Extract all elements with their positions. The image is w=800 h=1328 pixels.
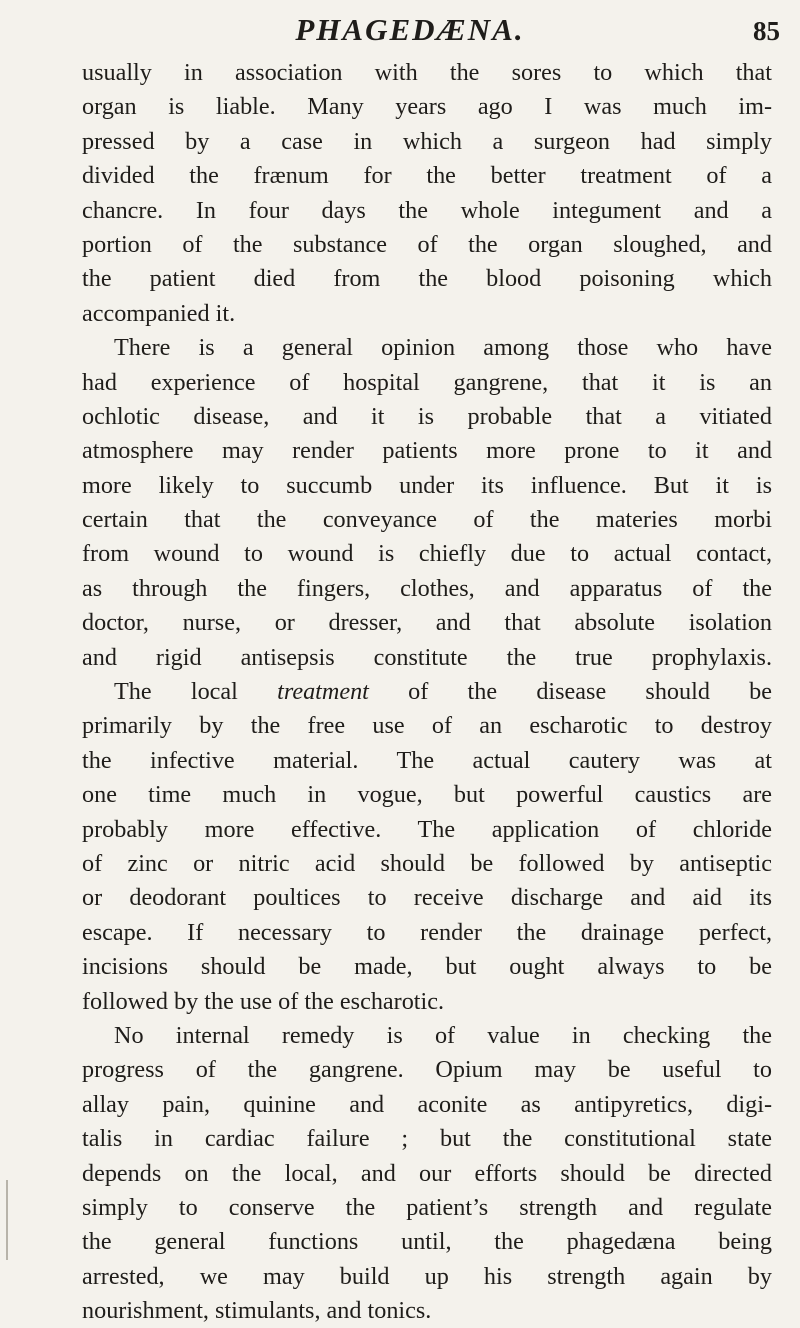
text-line: arrested, we may build up his strength again by xyxy=(82,1262,772,1290)
text-line: ochlotic disease, and it is probable that a vitiated xyxy=(82,402,772,430)
text-line: incisions should be made, but ought always to be xyxy=(82,953,772,981)
text-line: and rigid antisepsis constitute the true prophylaxis. xyxy=(82,643,772,671)
text-line: the general functions until, the phagedæna being xyxy=(82,1228,772,1256)
text-line: organ is liable. Many years ago I was much im- xyxy=(82,93,772,121)
text-line: No internal remedy is of value in checking the xyxy=(114,1021,772,1049)
text-line: of zinc or nitric acid should be followed by antiseptic xyxy=(82,849,772,877)
text-line: escape. If necessary to render the drainage perfect, xyxy=(82,918,772,946)
text-line: progress of the gangrene. Opium may be useful to xyxy=(82,1056,772,1084)
text-line: allay pain, quinine and aconite as antipyretics, digi- xyxy=(82,1090,772,1118)
text-line: probably more effective. The application of chloride xyxy=(82,815,772,843)
text-line: certain that the conveyance of the materies morbi xyxy=(82,506,772,534)
text-line: depends on the local, and our efforts should be directed xyxy=(82,1159,772,1187)
text-line: one time much in vogue, but powerful caustics are xyxy=(82,781,772,809)
text-line: as through the fingers, clothes, and apparatus of the xyxy=(82,574,772,602)
text-segment: The local xyxy=(114,678,278,706)
text-line: accompanied it. xyxy=(82,299,236,327)
text-line: more likely to succumb under its influence. But it is xyxy=(82,471,772,499)
text-line: pressed by a case in which a surgeon had simply xyxy=(82,127,772,155)
body-text xyxy=(82,56,772,1328)
text-line: or deodorant poultices to receive discharge and aid its xyxy=(82,884,772,912)
text-line: There is a general opinion among those who have xyxy=(114,334,772,362)
text-line: the infective material. The actual cautery was at xyxy=(82,746,772,774)
page-number: 85 xyxy=(753,16,780,46)
text-line: primarily by the free use of an escharotic to destroy xyxy=(82,712,772,740)
text-line xyxy=(82,675,772,709)
text-line: had experience of hospital gangrene, that it is an xyxy=(82,368,772,396)
page-edge-mark xyxy=(6,1180,8,1260)
text-line: atmosphere may render patients more prone to it and xyxy=(82,437,772,465)
italic-emphasis: treatment xyxy=(277,678,369,706)
page-header xyxy=(40,12,780,56)
text-line: simply to conserve the patient’s strength and regulate xyxy=(82,1193,772,1221)
text-segment: of the disease should be xyxy=(368,678,772,706)
running-title: PHAGEDÆNA. xyxy=(295,12,525,47)
text-line: talis in cardiac failure ; but the constitutional state xyxy=(82,1125,772,1153)
text-line: nourishment, stimulants, and tonics. xyxy=(82,1297,432,1325)
text-line: portion of the substance of the organ sloughed, and xyxy=(82,230,772,258)
text-line: followed by the use of the escharotic. xyxy=(82,987,445,1015)
text-line: doctor, nurse, or dresser, and that absolute isolation xyxy=(82,609,772,637)
text-line: the patient died from the blood poisoning which xyxy=(82,265,772,293)
text-line: from wound to wound is chiefly due to actual contact, xyxy=(82,540,772,568)
text-line: chancre. In four days the whole integument and a xyxy=(82,196,772,224)
text-line: divided the frænum for the better treatment of a xyxy=(82,162,772,190)
text-line: usually in association with the sores to which that xyxy=(82,59,772,86)
